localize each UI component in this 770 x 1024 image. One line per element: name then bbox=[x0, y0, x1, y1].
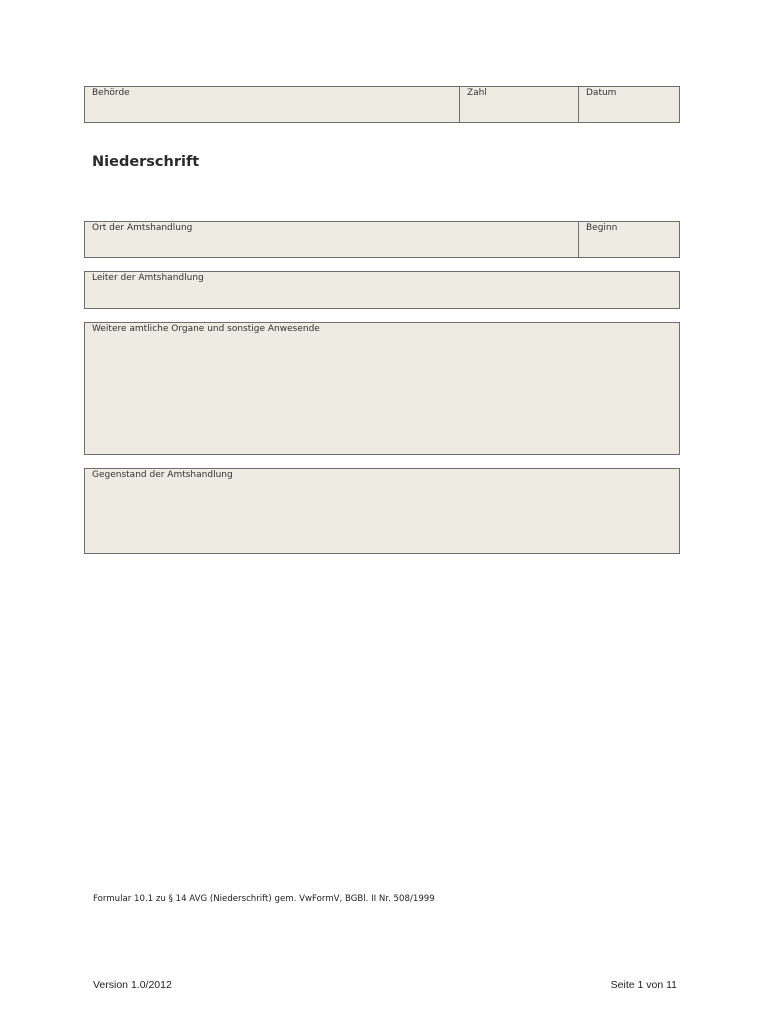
behoerde-field[interactable] bbox=[85, 87, 459, 122]
ort-field[interactable] bbox=[85, 222, 578, 257]
behoerde-label: Behörde bbox=[92, 88, 130, 98]
weitere-label: Weitere amtliche Organe und sonstige Anwesende bbox=[92, 324, 320, 334]
beginn-field[interactable] bbox=[578, 222, 679, 257]
gegenstand-label: Gegenstand der Amtshandlung bbox=[92, 470, 233, 480]
ort-fields-row bbox=[84, 221, 680, 258]
gegenstand-field[interactable] bbox=[84, 468, 680, 554]
leiter-label: Leiter der Amtshandlung bbox=[92, 273, 204, 283]
weitere-field[interactable] bbox=[84, 322, 680, 455]
datum-field[interactable] bbox=[578, 87, 679, 122]
datum-label: Datum bbox=[586, 88, 617, 98]
footer-version: Version 1.0/2012 bbox=[93, 979, 172, 991]
footer-page-number: Seite 1 von 11 bbox=[610, 979, 677, 991]
beginn-label: Beginn bbox=[586, 223, 618, 233]
zahl-field[interactable] bbox=[459, 87, 578, 122]
formular-note: Formular 10.1 zu § 14 AVG (Niederschrift) gem. VwFormV, BGBl. II Nr. 508/1999 bbox=[93, 894, 435, 904]
header-fields-row bbox=[84, 86, 680, 123]
ort-label: Ort der Amtshandlung bbox=[92, 223, 193, 233]
leiter-field[interactable] bbox=[84, 271, 680, 309]
page-title: Niederschrift bbox=[92, 154, 200, 170]
zahl-label: Zahl bbox=[467, 88, 487, 98]
